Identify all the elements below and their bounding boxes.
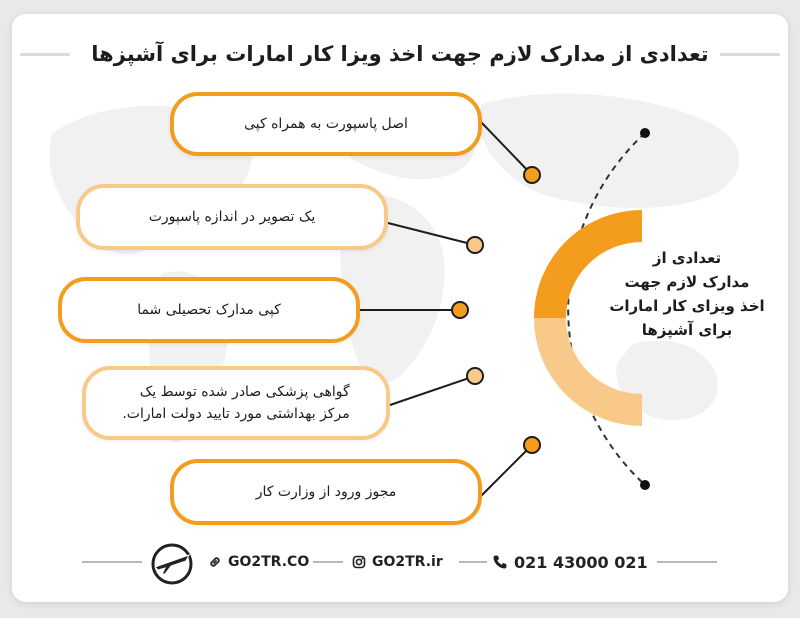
center-line-1: تعدادی از: [652, 249, 722, 267]
requirement-label-line1: گواهی پزشکی صادر شده توسط یک: [139, 384, 350, 400]
arc-end-dot-bottom: [640, 480, 650, 490]
connector-line-1: [480, 121, 532, 175]
footer: [12, 542, 788, 582]
link-icon: [208, 555, 222, 569]
footer-divider-1: [313, 561, 343, 563]
footer-divider-2: [459, 561, 487, 563]
requirement-label-line2: مرکز بهداشتی مورد تایید دولت امارات.: [122, 406, 350, 422]
instagram-text: GO2TR.ir: [372, 554, 443, 570]
phone-link[interactable]: [492, 550, 648, 574]
instagram-icon: [352, 555, 366, 569]
requirement-medical: [82, 366, 390, 440]
node-dot-2: [467, 237, 483, 253]
requirement-label: کپی مدارک تحصیلی شما: [137, 302, 281, 318]
requirement-work-permit: [170, 459, 482, 525]
instagram-link[interactable]: [352, 550, 443, 574]
plane-logo-icon: [149, 541, 195, 587]
requirement-photo: [76, 184, 388, 250]
node-dot-1: [524, 167, 540, 183]
requirement-education: [58, 277, 360, 343]
website-link[interactable]: [208, 550, 309, 574]
connector-line-4: [390, 376, 475, 405]
center-line-3: اخذ ویزای کار امارات: [609, 297, 765, 315]
arc-end-dot-top: [640, 128, 650, 138]
center-caption: [597, 246, 777, 342]
infographic-card: [12, 14, 788, 602]
requirement-label: مجوز ورود از وزارت کار: [255, 484, 397, 500]
footer-line-right: [657, 561, 717, 563]
requirement-label: اصل پاسپورت به همراه کپی: [244, 116, 408, 132]
node-dot-5: [524, 437, 540, 453]
connector-line-5: [480, 445, 532, 497]
node-dot-3: [452, 302, 468, 318]
center-line-2: مدارک لازم جهت: [624, 273, 750, 291]
requirement-passport: [170, 92, 482, 156]
connector-line-2: [388, 223, 475, 245]
website-text: GO2TR.CO: [228, 554, 310, 570]
requirement-label: یک تصویر در اندازه پاسپورت: [148, 209, 316, 225]
phone-text: 021 43000 021: [514, 552, 648, 572]
phone-icon: [492, 554, 508, 570]
page-title: تعدادی از مدارک لازم جهت اخذ ویزا کار امارات برای آشپزها: [91, 42, 709, 66]
center-line-4: برای آشپزها: [641, 321, 733, 339]
footer-line-left: [82, 561, 142, 563]
node-dot-4: [467, 368, 483, 384]
